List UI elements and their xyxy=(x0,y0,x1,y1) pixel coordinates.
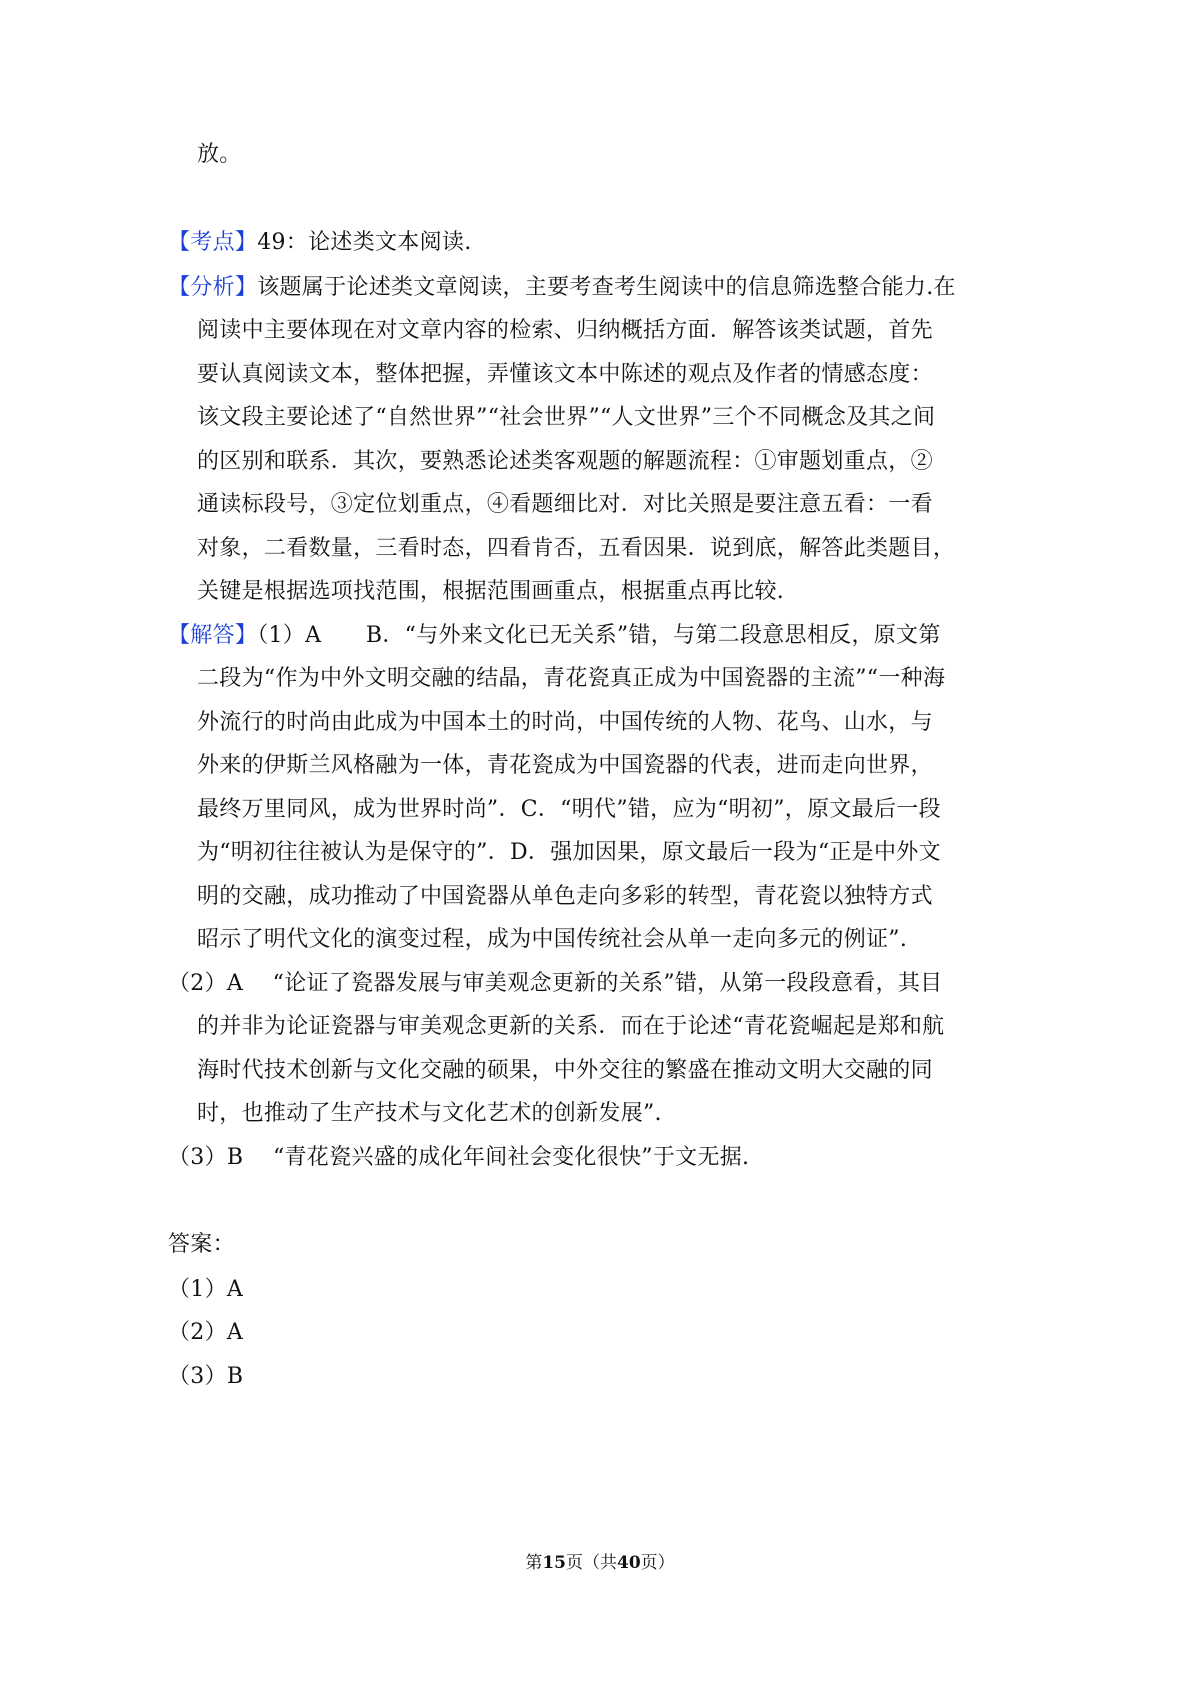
answer-item-3: （3）B xyxy=(168,1364,244,1389)
part2-line-2: 海时代技术创新与文化交融的硕果，中外交往的繁盛在推动文明大交融的同 xyxy=(197,1058,933,1083)
footer-suffix: 页） xyxy=(640,1553,675,1573)
fenxi-line-5: 通读标段号，③定位划重点，④看题细比对．对比关照是要注意五看：一看 xyxy=(197,492,933,517)
jieda-line-6: 明的交融，成功推动了中国瓷器从单色走向多彩的转型，青花瓷以独特方式 xyxy=(197,884,933,909)
fenxi-line-0 xyxy=(168,273,956,303)
answer-item-1: （1）A xyxy=(168,1277,244,1302)
jieda-text: （1）A B．“与外来文化已无关系”错，与第二段意思相反，原文第 xyxy=(257,623,941,648)
fenxi-tag: 【分析】 xyxy=(168,275,258,300)
kaodian-tag: 【考点】 xyxy=(168,230,258,255)
footer-page: 15 xyxy=(542,1553,566,1573)
jieda-line-7: 昭示了明代文化的演变过程，成为中国传统社会从单一走向多元的例证”. xyxy=(197,927,908,952)
fenxi-line-6: 对象，二看数量，三看时态，四看肯否，五看因果．说到底，解答此类题目， xyxy=(197,536,956,561)
part2-line-0: （2）A “论证了瓷器发展与审美观念更新的关系”错，从第一段段意看，其目 xyxy=(168,971,943,996)
jieda-line-5: 为“明初往往被认为是保守的”．D．强加因果，原文最后一段为“正是中外文 xyxy=(197,840,941,865)
part2-line-3: 时，也推动了生产技术与文化艺术的创新发展”. xyxy=(197,1101,662,1126)
footer-middle: 页（共 xyxy=(566,1553,617,1573)
part3-line: （3）B “青花瓷兴盛的成化年间社会变化很快”于文无据. xyxy=(168,1145,750,1170)
fenxi-line-4: 的区别和联系．其次，要熟悉论述类客观题的解题流程：①审题划重点，② xyxy=(197,449,933,474)
jieda-line-2: 外流行的时尚由此成为中国本土的时尚，中国传统的人物、花鸟、山水，与 xyxy=(197,710,933,735)
answer-item-2: （2）A xyxy=(168,1320,244,1345)
kaodian-text: 49：论述类文本阅读. xyxy=(257,230,472,255)
footer-total: 40 xyxy=(617,1553,641,1573)
fenxi-line-3: 该文段主要论述了“自然世界”“社会世界”“人文世界”三个不同概念及其之间 xyxy=(197,405,936,430)
answer-label: 答案： xyxy=(168,1232,235,1257)
jieda-line-1: 二段为“作为中外文明交融的结晶，青花瓷真正成为中国瓷器的主流”“一种海 xyxy=(197,666,946,691)
jieda-line-0 xyxy=(168,621,941,651)
footer-prefix: 第 xyxy=(525,1553,543,1573)
continuation-text: 放。 xyxy=(197,142,242,167)
fenxi-line-7: 关键是根据选项找范围，根据范围画重点，根据重点再比较. xyxy=(197,579,785,604)
part2-line-1: 的并非为论证瓷器与审美观念更新的关系．而在于论述“青花瓷崛起是郑和航 xyxy=(197,1014,945,1039)
jieda-line-4: 最终万里同风，成为世界时尚”．C．“明代”错，应为“明初”，原文最后一段 xyxy=(197,797,941,822)
fenxi-line-2: 要认真阅读文本，整体把握，弄懂该文本中陈述的观点及作者的情感态度： xyxy=(197,362,933,387)
page-number xyxy=(0,1551,1200,1575)
jieda-tag: 【解答】 xyxy=(168,623,258,648)
fenxi-line-1: 阅读中主要体现在对文章内容的检索、归纳概括方面．解答该类试题，首先 xyxy=(197,318,933,343)
kaodian-line xyxy=(168,228,472,258)
jieda-line-3: 外来的伊斯兰风格融为一体，青花瓷成为中国瓷器的代表，进而走向世界， xyxy=(197,753,933,778)
fenxi-text: 该题属于论述类文章阅读，主要考查考生阅读中的信息筛选整合能力.在 xyxy=(257,275,956,300)
